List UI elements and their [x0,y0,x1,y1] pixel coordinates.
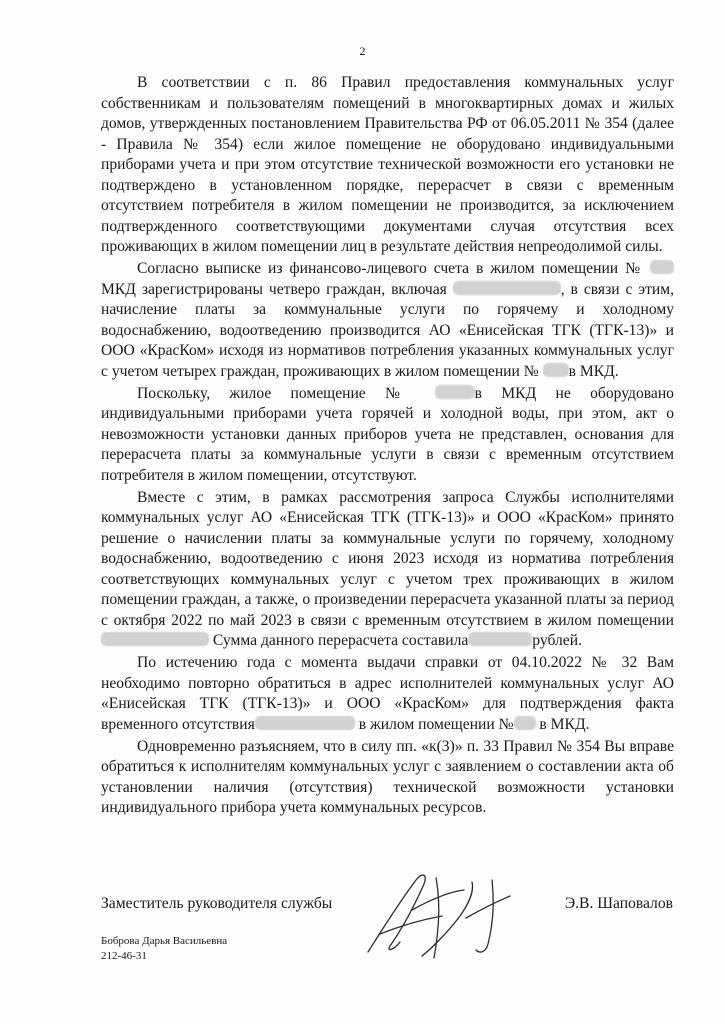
redacted-apartment-number [650,260,674,274]
paragraph-2 [101,259,674,382]
paragraph-5-text-b: в жилом помещении № [358,715,514,733]
redacted-apartment-number [514,716,536,730]
paragraph-4-text-b: Сумма данного перерасчета составила [212,632,469,649]
paragraph-4-text-c: рублей. [532,632,582,649]
executor-info [101,934,227,964]
page-number: 2 [359,44,366,58]
paragraph-6: Одновременно разъясняем, что в силу пп. «к(3)» п. 33 Правил № 354 Вы вправе обратиться к исполнителям коммунальных услуг с заявлением о составлении акта об установлении наличия (отсутствия) технической возможности установки индивидуального прибора учета коммунальных ресурсов. [101,737,674,816]
paragraph-5-text-c: в МКД. [539,715,590,733]
paragraph-4-text-a: Вместе с этим, в рамках рассмотрения запроса Службы исполнителями коммунальных услуг АО «Енисейская ТГК (ТГК-13)» и ООО «КрасКом» принято решение о начислении платы за коммунальные услуги по горячему, холодному водоснабжению, водоотведению с июня 2023 исходя из норматива потребления соответствующих коммунальных услуг с учетом трех проживающих в жилом помещении граждан, а также, о произведении перерасчета указанной платы за период с октября 2022 по май 2023 в связи с временным отсутствием в жилом помещении [101,488,674,629]
executor-phone: 212-46-31 [101,950,147,962]
paragraph-5 [101,653,674,735]
redacted-apartment-number [543,363,569,377]
signature-row [101,895,673,919]
signatory-name: Э.В. Шаповалов [564,895,673,912]
paragraph-3-text-a: Поскольку, жилое помещение № [137,384,416,402]
executor-name: Боброва Дарья Васильевна [101,935,228,947]
paragraph-2-text-d: в МКД. [568,362,619,380]
redacted-apartment-number [435,385,475,399]
redacted-person-name [453,281,561,295]
redacted-amount [468,632,532,646]
paragraph-2-text-b: МКД зарегистрированы четверо граждан, включая [101,280,447,298]
paragraph-3-text-b: в МКД не оборудовано индивидуальными приборами учета горячей и холодной воды, при этом, акт о невозможности установки данных приборов учета не представлен, основания для перерасчета платы за коммунальные услуги в связи с временным отсутствием потребителя в жилом помещении, отсутствуют. [101,384,674,484]
paragraph-1: В соответствии с п. 86 Правил предоставления коммунальных услуг собственникам и пользователям помещений в многоквартирных домах и жилых домов, утвержденных постановлением Правительства РФ от 06.05.2011 № 354 (далее - Правила № 354) если жилое помещение не оборудовано индивидуальными приборами учета и при этом отсутствие технической возможности его установки не подтверждено в установленном порядке, перерасчет в связи с временным отсутствием потребителя в жилом помещении не производится, за исключением подтвержденного соответствующими документами случая отсутствия всех проживающих в жилом помещении лиц в результате действия непреодолимой силы. [101,74,674,255]
paragraph-3 [101,384,674,487]
signatory-title: Заместитель руководителя службы [101,895,333,912]
paragraph-2-text-a: Согласно выписке из финансово-лицевого счета в жилом помещении № [137,260,644,277]
letter-body [101,73,674,820]
redacted-person-name [101,632,209,646]
redacted-person-name [255,716,355,730]
paragraph-5-text-a: По истечению года с момента выдачи справки от 04.10.2022 № 32 Вам необходимо повторно обратиться в адрес исполнителей коммунальных услуг АО «Енисейская ТГК (ТГК-13)» и ООО «КрасКом» для подтверждения факта временного отсутствия [101,654,674,733]
paragraph-4 [101,488,674,652]
paragraph-2-text-c: , в связи с этим, начисление платы за коммунальные услуги по горячему и холодному водоснабжению, водоотведению производится АО «Енисейская ТГК (ТГК-13)» и ООО «КрасКом» исходя из нормативов потребления указанных коммунальных услуг с учетом четырех граждан, проживающих в жилом помещении № [101,280,675,380]
